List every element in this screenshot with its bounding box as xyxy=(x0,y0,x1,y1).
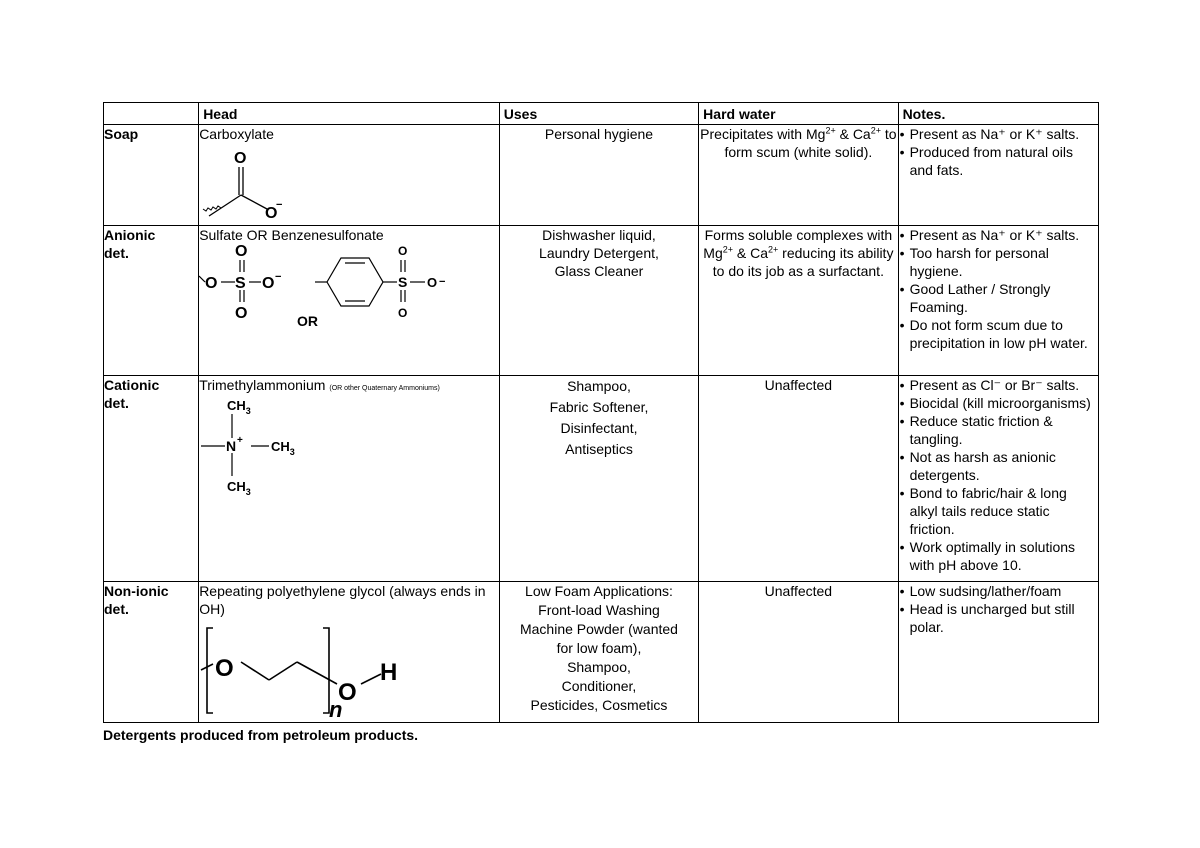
uses-line: Conditioner, xyxy=(561,678,637,694)
row-type-cell xyxy=(104,582,199,723)
uses-line: Fabric Softener, xyxy=(549,399,649,415)
note-item: • Present as Na⁺ or K⁺ salts. xyxy=(899,226,1098,244)
note-item: • Produced from natural oils and fats. xyxy=(899,143,1098,179)
header-uses: Uses xyxy=(499,103,698,125)
uses-cell xyxy=(499,125,698,226)
ammonium-ch3-right: $CH_3$ xyxy=(271,439,295,457)
carboxylate-structure xyxy=(199,143,319,221)
header-hard-water: Hard water xyxy=(699,103,898,125)
row-type-label: Soap xyxy=(104,126,139,142)
table-row xyxy=(104,226,1099,376)
ammonium-ch3-top: $CH_3$ xyxy=(227,398,251,416)
uses-line: Laundry Detergent, xyxy=(539,245,659,261)
carboxylate-o-minus: O xyxy=(265,205,278,221)
benzenesulfonate-o-bottom: O xyxy=(398,306,408,320)
note-item: • Good Lather / Strongly Foaming. xyxy=(899,280,1098,316)
header-notes: Notes. xyxy=(898,103,1098,125)
sulfate-o-bottom: O xyxy=(235,305,248,322)
uses-line: Machine Powder (wanted xyxy=(519,621,678,637)
peg-n: n xyxy=(329,697,343,718)
note-item: • Present as Na⁺ or K⁺ salts. xyxy=(899,125,1098,143)
note-item: • Low sudsing/lather/foam xyxy=(899,582,1098,600)
note-item: • Bond to fabric/hair & long alkyl tails reduce static friction. xyxy=(899,484,1098,538)
uses-text: Personal hygiene xyxy=(544,126,654,142)
notes-cell xyxy=(898,582,1098,723)
note-item: • Reduce static friction & tangling. xyxy=(899,412,1098,448)
uses-line: Antiseptics xyxy=(565,441,633,457)
table-row xyxy=(104,125,1099,226)
benzenesulfonate-o-right: O xyxy=(427,275,438,290)
ammonium-charge: + xyxy=(237,435,244,446)
detergent-table xyxy=(103,102,1099,723)
note-item: • Biocidal (kill microorganisms) xyxy=(899,394,1098,412)
sulfate-o2: O xyxy=(262,275,275,292)
uses-line: Disinfectant, xyxy=(560,420,638,436)
uses-line: Front-load Washing xyxy=(538,602,660,618)
sulfate-charge: − xyxy=(275,271,282,283)
head-name: Sulfate OR Benzenesulfonate xyxy=(199,227,384,243)
notes-list xyxy=(899,582,1098,636)
footnote: Detergents produced from petroleum products. xyxy=(103,727,419,743)
table-row xyxy=(104,376,1099,582)
notes-list xyxy=(899,376,1098,574)
hard-water-cell xyxy=(699,376,898,582)
note-item: • Do not form scum due to precipitation in low pH water. xyxy=(899,316,1098,352)
row-type-label-2: det. xyxy=(104,245,129,261)
hard-water-text: Forms soluble complexes with $Mg^{2+}$ & $Ca^{2+}$ reducing its ability to do its job as a surfactant. xyxy=(703,227,894,279)
uses-line: Pesticides, Cosmetics xyxy=(530,697,668,713)
note-item: • Work optimally in solutions with pH above 10. xyxy=(899,538,1098,574)
benzenesulfonate-s: S xyxy=(398,274,408,290)
ammonium-structure xyxy=(199,398,339,498)
table-header-row xyxy=(104,103,1099,125)
notes-cell xyxy=(898,226,1098,376)
row-type-cell xyxy=(104,226,199,376)
sulfate-s: S xyxy=(235,275,246,292)
ammonium-ch3-bottom: $CH_3$ xyxy=(227,479,251,497)
head-cell xyxy=(199,226,500,376)
sulfate-o1: O xyxy=(205,275,218,292)
note-item: • Too harsh for personal hygiene. xyxy=(899,244,1098,280)
notes-cell xyxy=(898,376,1098,582)
row-type-cell xyxy=(104,376,199,582)
peg-o2: O xyxy=(338,679,357,706)
table-row xyxy=(104,582,1099,723)
benzenesulfonate-o-top: O xyxy=(398,244,408,258)
notes-cell xyxy=(898,125,1098,226)
sulfate-o-top: O xyxy=(235,244,248,260)
head-cell xyxy=(199,125,500,226)
head-name: Carboxylate xyxy=(199,126,274,142)
note-item: • Not as harsh as anionic detergents. xyxy=(899,448,1098,484)
note-item: • Present as Cl⁻ or Br⁻ salts. xyxy=(899,376,1098,394)
uses-cell xyxy=(499,226,698,376)
uses-line: Low Foam Applications: xyxy=(525,583,673,599)
uses-line: Shampoo, xyxy=(567,659,631,675)
uses-line: Shampoo, xyxy=(567,378,631,394)
uses-line: Glass Cleaner xyxy=(554,263,644,279)
hard-water-cell xyxy=(699,582,898,723)
head-name-suffix: (OR other Quaternary Ammoniums) xyxy=(329,385,440,392)
benzenesulfonate-charge: − xyxy=(439,276,446,288)
hard-water-text: Unaffected xyxy=(764,377,833,393)
note-item: • Head is uncharged but still polar. xyxy=(899,600,1098,636)
peg-structure xyxy=(199,618,419,718)
peg-h: H xyxy=(380,659,398,686)
carboxylate-o-top: O xyxy=(234,150,247,167)
hard-water-text: Unaffected xyxy=(764,583,833,599)
uses-line: for low foam), xyxy=(556,640,642,656)
hard-water-text: Precipitates with $Mg^{2+}$ & $Ca^{2+}$ to form scum (white solid). xyxy=(700,125,897,160)
uses-cell xyxy=(499,376,698,582)
hard-water-cell xyxy=(699,226,898,376)
row-type-label-2: det. xyxy=(104,601,129,617)
header-head: Head xyxy=(199,103,500,125)
notes-list xyxy=(899,125,1098,179)
head-cell xyxy=(199,582,500,723)
hard-water-cell xyxy=(699,125,898,226)
head-name: Trimethylammonium (OR other Quaternary Ammoniums) xyxy=(199,377,440,393)
ammonium-n: N xyxy=(226,438,237,454)
row-type-label: Anionic xyxy=(104,227,156,243)
header-empty xyxy=(104,103,199,125)
head-name: Repeating polyethylene glycol (always ends in OH) xyxy=(199,583,486,617)
carboxylate-charge: − xyxy=(276,199,283,211)
notes-list xyxy=(899,226,1098,352)
uses-line: Dishwasher liquid, xyxy=(542,227,656,243)
head-cell xyxy=(199,376,500,582)
row-type-label: Non-ionic xyxy=(104,583,169,599)
row-type-label-2: det. xyxy=(104,395,129,411)
row-type-label: Cationic xyxy=(104,377,160,393)
peg-o1: O xyxy=(215,655,234,682)
uses-cell xyxy=(499,582,698,723)
or-label: OR xyxy=(297,313,319,329)
row-type-cell xyxy=(104,125,199,226)
sulfate-benzenesulfonate-structure xyxy=(199,244,489,336)
